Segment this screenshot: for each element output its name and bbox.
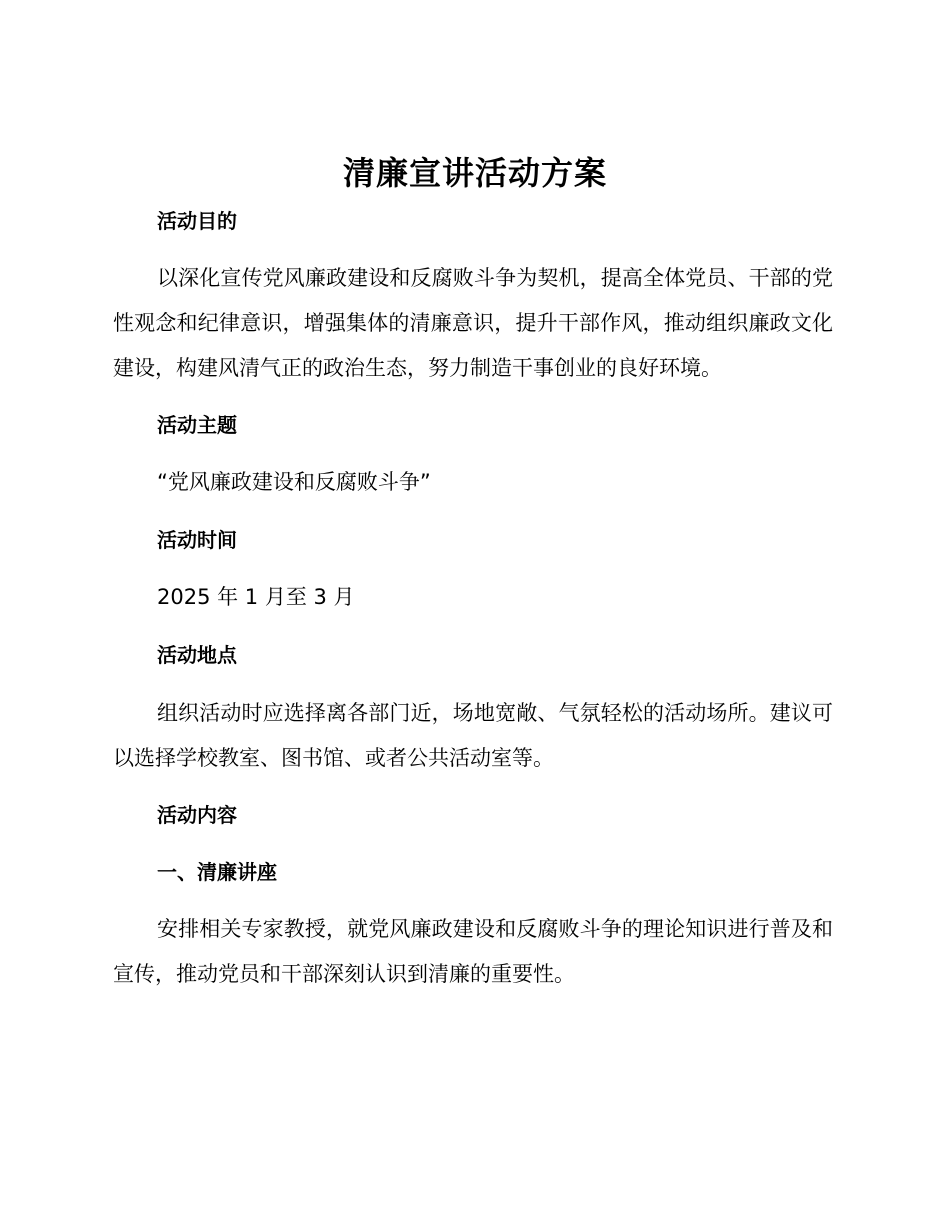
paragraph-location: 组织活动时应选择离各部门近，场地宽敞、气氛轻松的活动场所。建议可以选择学校教室、图书馆、或者公共活动室等。 bbox=[113, 701, 833, 770]
heading-theme: 活动主题 bbox=[157, 413, 237, 437]
document-title: 清廉宣讲活动方案 bbox=[342, 154, 607, 192]
paragraph-lecture: 安排相关专家教授，就党风廉政建设和反腐败斗争的理论知识进行普及和宣传，推动党员和干部深刻认识到清廉的重要性。 bbox=[113, 917, 833, 986]
text-time: 2025 年 1 月至 3 月 bbox=[157, 585, 355, 609]
subheading-lecture: 一、清廉讲座 bbox=[157, 860, 277, 884]
heading-time: 活动时间 bbox=[157, 528, 237, 552]
text-theme: “党风廉政建设和反腐败斗争” bbox=[157, 470, 431, 494]
heading-location: 活动地点 bbox=[157, 643, 237, 667]
paragraph-purpose: 以深化宣传党风廉政建设和反腐败斗争为契机，提高全体党员、干部的党性观念和纪律意识，增强集体的清廉意识，提升干部作风，推动组织廉政文化建设，构建风清气正的政治生态，努力制造干事创业的良好环境。 bbox=[113, 266, 833, 380]
heading-purpose: 活动目的 bbox=[157, 209, 237, 233]
heading-content: 活动内容 bbox=[157, 803, 237, 827]
